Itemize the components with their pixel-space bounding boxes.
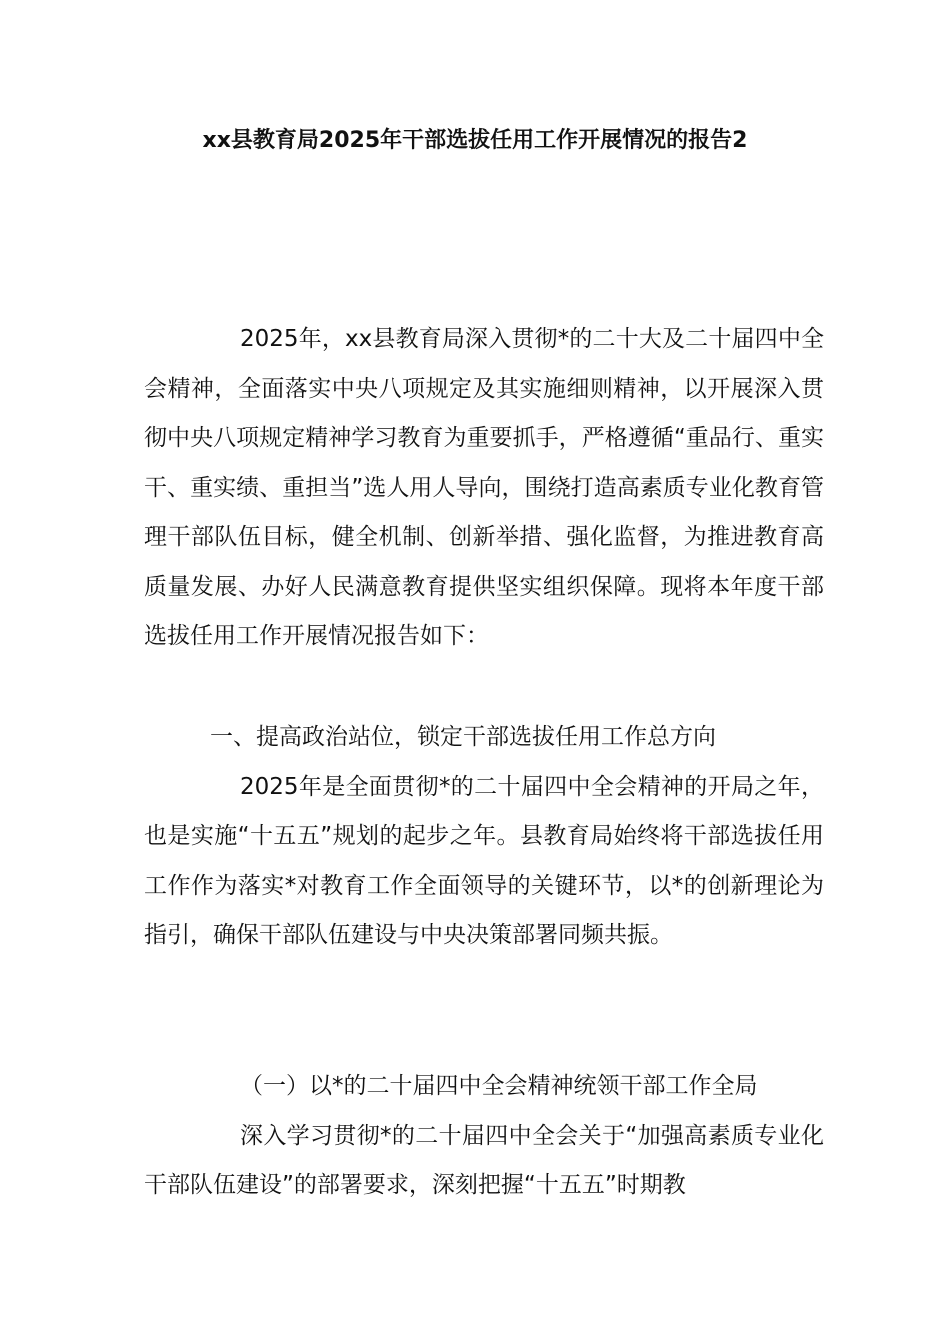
section-1-heading: 一、提高政治站位，锁定干部选拔任用工作总方向 xyxy=(210,724,716,750)
document-title: xx县教育局2025年干部选拔任用工作开展情况的报告2 xyxy=(202,128,748,153)
intro-block xyxy=(144,315,824,662)
subsection-1-paragraph: 深入学习贯彻*的二十届四中全会关于“加强高素质专业化干部队伍建设”的部署要求，深刻把握“十五五”时期教 xyxy=(144,1122,824,1198)
section-1-block xyxy=(144,713,824,961)
subsection-1-block xyxy=(144,1062,824,1211)
intro-paragraph: 2025年，xx县教育局深入贯彻*的二十大及二十届四中全会精神，全面落实中央八项规定及其实施细则精神，以开展深入贯彻中央八项规定精神学习教育为重要抓手，严格遵循“重品行、重实干、重实绩、重担当”选人用人导向，围绕打造高素质专业化教育管理干部队伍目标，健全机制、创新举措、强化监督，为推进教育高质量发展、办好人民满意教育提供坚实组织保障。现将本年度干部选拔任用工作开展情况报告如下： xyxy=(144,326,824,649)
subsection-1-heading: （一）以*的二十届四中全会精神统领干部工作全局 xyxy=(240,1073,758,1099)
section-1-paragraph: 2025年是全面贯彻*的二十届四中全会精神的开局之年，也是实施“十五五”规划的起步之年。县教育局始终将干部选拔任用工作作为落实*对教育工作全面领导的关键环节，以*的创新理论为指引，确保干部队伍建设与中央决策部署同频共振。 xyxy=(144,773,824,948)
